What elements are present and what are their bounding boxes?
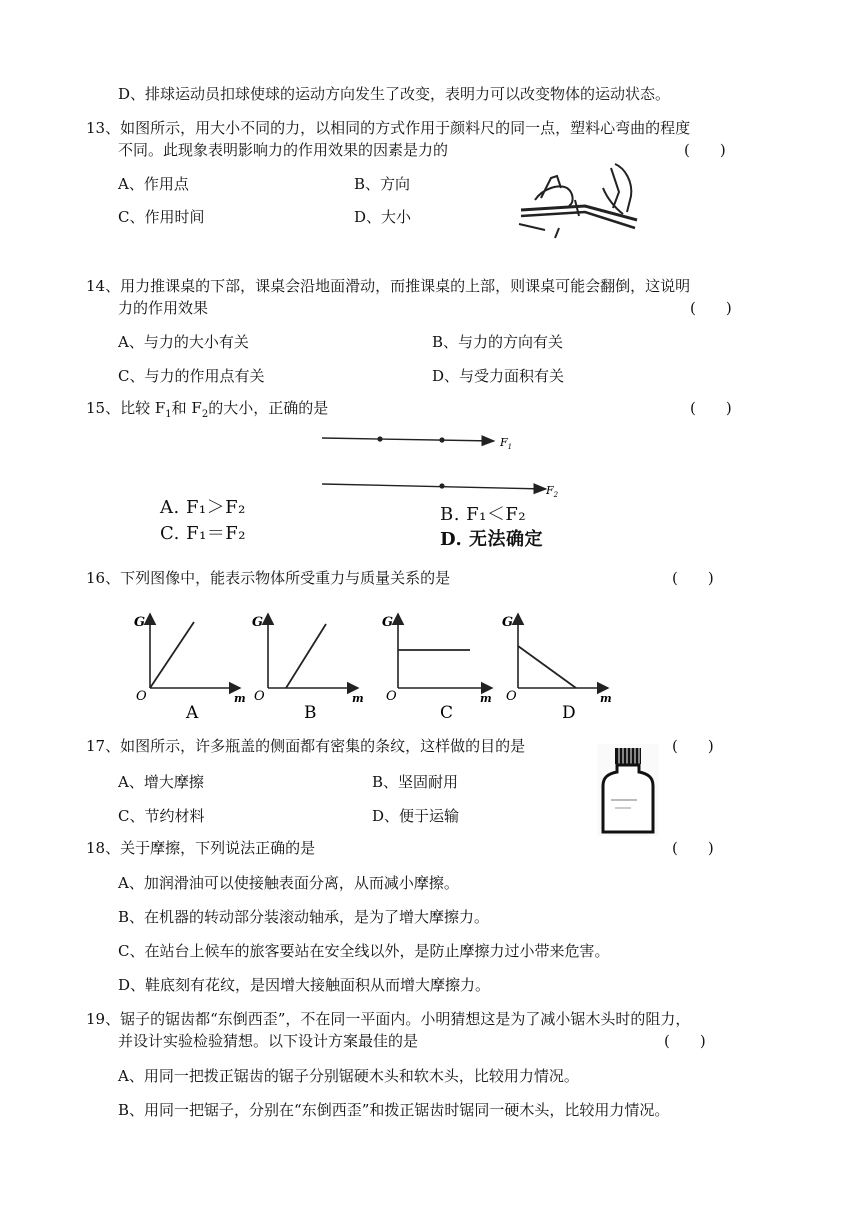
q18-option-c: C、在站台上候车的旅客要站在安全线以外，是防止摩擦力过小带来危害。 bbox=[118, 942, 610, 960]
svg-text:O: O bbox=[506, 689, 517, 704]
q15-option-b: B. F₁＜F₂ bbox=[440, 504, 527, 525]
svg-text:m: m bbox=[480, 692, 492, 705]
graph-c-label: C bbox=[440, 703, 454, 723]
svg-text:O: O bbox=[254, 689, 265, 704]
q19-answer-paren: ( ) bbox=[664, 1032, 706, 1050]
q15-option-d: D. 无法确定 bbox=[440, 529, 544, 550]
q16-stem: 16、下列图像中，能表示物体所受重力与质量关系的是 bbox=[86, 569, 451, 587]
q17-option-a: A、增大摩擦 bbox=[118, 773, 204, 791]
graph-a-label: A bbox=[186, 703, 199, 723]
svg-text:m: m bbox=[600, 692, 612, 705]
svg-text:m: m bbox=[352, 692, 364, 705]
graph-d-label: D bbox=[562, 703, 576, 723]
graph-d bbox=[502, 614, 612, 723]
q15-option-c: C. F₁＝F₂ bbox=[160, 523, 246, 544]
q17-answer-paren: ( ) bbox=[672, 737, 714, 755]
q19-option-b: B、用同一把锯子，分别在“东倒西歪”和拨正锯齿时锯同一硬木头，比较用力情况。 bbox=[118, 1101, 670, 1119]
q19-option-a: A、用同一把拨正锯齿的锯子分别锯硬木头和软木头，比较用力情况。 bbox=[118, 1067, 579, 1085]
graph-b-label: B bbox=[304, 703, 317, 723]
q14-option-c: C、与力的作用点有关 bbox=[118, 367, 265, 385]
q13-option-a: A、作用点 bbox=[118, 175, 189, 193]
q13-option-d: D、大小 bbox=[354, 208, 412, 226]
svg-text:G: G bbox=[252, 615, 264, 630]
q15-stem: 15、比较 $F_1$和 $F_2$的大小，正确的是 bbox=[86, 399, 329, 420]
q17-option-c: C、节约材料 bbox=[118, 807, 205, 825]
q16-answer-paren: ( ) bbox=[672, 569, 714, 587]
q13-answer-paren: ( ) bbox=[684, 141, 726, 159]
q13-stem-line1: 13、如图所示，用大小不同的力，以相同的方式作用于颜料尺的同一点，塑料心弯曲的程度 bbox=[86, 119, 691, 137]
q19-stem-line2: 并设计实验检验猜想。以下设计方案最佳的是 bbox=[118, 1032, 419, 1050]
svg-text:O: O bbox=[136, 689, 147, 704]
graph-b bbox=[252, 614, 364, 723]
q17-option-d: D、便于运输 bbox=[372, 807, 460, 825]
q17-option-b: B、坚固耐用 bbox=[372, 773, 459, 791]
q14-answer-paren: ( ) bbox=[690, 299, 732, 317]
q14-option-a: A、与力的大小有关 bbox=[118, 333, 249, 351]
q13-option-c: C、作用时间 bbox=[118, 208, 205, 226]
q13-option-b: B、方向 bbox=[354, 175, 411, 193]
graph-a bbox=[134, 614, 246, 723]
graphs-figure bbox=[130, 606, 630, 726]
q15-answer-paren: ( ) bbox=[690, 399, 732, 417]
q19-stem-line1: 19、锯子的锯齿都“东倒西歪”，不在同一平面内。小明猜想这是为了减小锯木头时的阻力， bbox=[86, 1010, 691, 1028]
force-arrows-figure bbox=[318, 428, 568, 500]
f2-label: $F_2$ bbox=[546, 484, 559, 499]
graph-c bbox=[382, 614, 492, 723]
svg-text:G: G bbox=[382, 615, 394, 630]
q18-answer-paren: ( ) bbox=[672, 839, 714, 857]
svg-text:G: G bbox=[134, 615, 146, 630]
bottle-figure bbox=[597, 744, 659, 836]
svg-text:O: O bbox=[386, 689, 397, 704]
q14-stem-line1: 14、用力推课桌的下部，课桌会沿地面滑动，而推课桌的上部，则课桌可能会翻倒，这说明 bbox=[86, 277, 691, 295]
q14-option-d: D、与受力面积有关 bbox=[432, 367, 565, 385]
q14-option-b: B、与力的方向有关 bbox=[432, 333, 564, 351]
q18-stem: 18、关于摩擦，下列说法正确的是 bbox=[86, 839, 316, 857]
svg-text:G: G bbox=[502, 615, 514, 630]
f1-label: $F_1$ bbox=[500, 436, 513, 451]
q12-option-d: D、排球运动员扣球使球的运动方向发生了改变，表明力可以改变物体的运动状态。 bbox=[118, 85, 671, 103]
q14-stem-line2: 力的作用效果 bbox=[118, 299, 209, 317]
q18-option-b: B、在机器的转动部分装滚动轴承，是为了增大摩擦力。 bbox=[118, 908, 490, 926]
q18-option-d: D、鞋底刻有花纹，是因增大接触面积从而增大摩擦力。 bbox=[118, 976, 491, 994]
q18-option-a: A、加润滑油可以使接触表面分离，从而减小摩擦。 bbox=[118, 874, 459, 892]
q13-stem-line2: 不同。此现象表明影响力的作用效果的因素是力的 bbox=[118, 141, 449, 159]
svg-text:m: m bbox=[234, 692, 246, 705]
q17-stem: 17、如图所示，许多瓶盖的侧面都有密集的条纹，这样做的目的是 bbox=[86, 737, 526, 755]
ruler-bending-figure bbox=[515, 158, 645, 248]
q15-option-a: A. F₁＞F₂ bbox=[160, 497, 246, 518]
